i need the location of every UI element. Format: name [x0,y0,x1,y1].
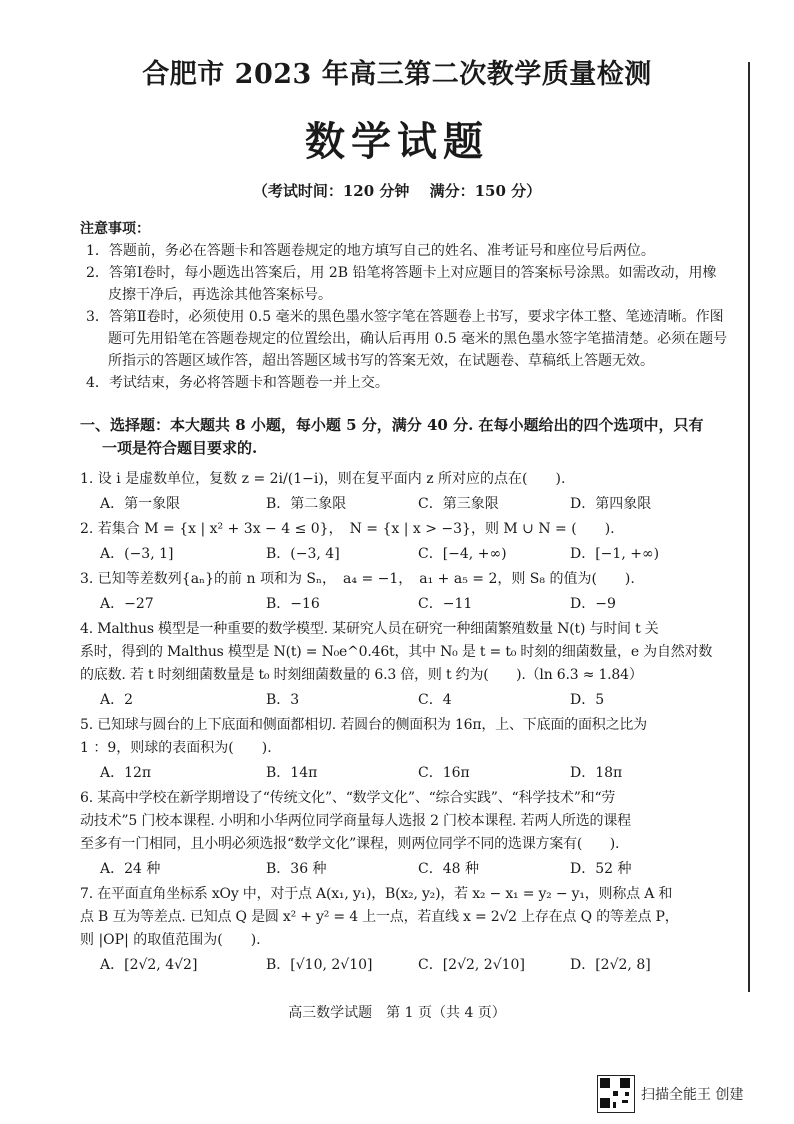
question-list [80,468,745,979]
option-b: B．−16 [266,596,320,612]
option-c: C．16π [418,765,470,781]
option-c: C．[−4, +∞) [418,546,507,562]
option-d: D．18π [570,765,623,781]
question-stem: 系时，得到的 Malthus 模型是 N(t) = N₀e^0.46t，其中 N₀ 是 t = t₀ 时刻的细菌数量，e 为自然对数 [80,644,713,660]
option-d: D．52 种 [570,861,632,877]
option-d: D．[2√2, 8] [570,957,651,973]
question-stem: 7. 在平面直角坐标系 xOy 中，对于点 A(x₁, y₁)，B(x₂, y₂)，若 x₂ − x₁ = y₂ − y₁，则称点 A 和 [80,886,673,902]
option-row [80,543,745,566]
option-row [80,858,745,881]
question-stem: 动技术”5 门校本课程. 小明和小华两位同学商量每人选报 2 门校本课程. 若两人所选的课程 [80,813,631,829]
question-stem: 至多有一门相同，且小明必须选报“数学文化”课程，则两位同学不同的选课方案有( ). [80,836,620,852]
option-b: B．3 [266,692,300,708]
question-4 [80,618,745,712]
section-heading [80,414,740,460]
option-row [80,593,745,616]
option-b: B．[√10, 2√10] [266,957,373,973]
section-heading-line: 一、选择题：本大题共 8 小题，每小题 5 分，满分 40 分. 在每小题给出的四个选项中，只有 [80,416,704,434]
option-b: B．(−3, 4] [266,546,340,562]
option-d: D．5 [570,692,605,708]
option-c: C．第三象限 [418,496,499,512]
option-a: A．第一象限 [100,496,181,512]
option-d: D．[−1, +∞) [570,546,660,562]
option-d: D．−9 [570,596,616,612]
question-stem: 5. 已知球与圆台的上下底面和侧面都相切. 若圆台的侧面积为 16π，上、下底面的面积之比为 [80,717,647,733]
option-c: C．[2√2, 2√10] [418,957,525,973]
notice-item: 4．考试结束，务必将答题卡和答题卷一并上交。 [86,375,389,391]
option-a: A．−27 [100,596,154,612]
question-stem: 则 |OP| 的取值范围为( ). [80,932,261,948]
question-2 [80,518,745,566]
option-row [80,762,745,785]
option-a: A．2 [100,692,134,708]
question-1 [80,468,745,516]
question-6 [80,787,745,881]
question-stem: 1 ：9，则球的表面积为( ). [80,740,272,756]
qr-code-icon [597,1075,635,1113]
option-d: D．第四象限 [570,496,652,512]
notice-block [80,218,730,394]
question-stem: 6. 某高中学校在新学期增设了“传统文化”、“数学文化”、“综合实践”、“科学技术”和“劳 [80,790,616,806]
page-edge-line [748,62,750,992]
question-7 [80,883,745,977]
option-c: C．4 [418,692,452,708]
question-stem: 1. 设 i 是虚数单位，复数 z = 2i/(1−i)，则在复平面内 z 所对应的点在( ). [80,471,566,487]
question-stem: 点 B 互为等差点. 已知点 Q 是圆 x² + y² = 4 上一点，若直线 x = 2√2 上存在点 Q 的等差点 P， [80,909,679,925]
question-stem: 4. Malthus 模型是一种重要的数学模型. 某研究人员在研究一种细菌繁殖数量 N(t) 与时间 t 关 [80,621,659,637]
subject-title: 数学试题 [305,118,489,165]
notice-item: 3．答第Ⅱ卷时，必须使用 0.5 毫米的黑色墨水签字笔在答题卷上书写，要求字体工整、笔迹清晰。作图题可先用铅笔在答题卷规定的位置绘出，确认后再用 0.5 毫米的黑色墨水签字笔描清楚。必须在题号所指示的答题区域作答，超出答题区域书写的答案无效，在试题卷、草稿纸上答题无效。 [86,309,728,369]
option-c: C．−11 [418,596,473,612]
notice-title: 注意事项： [80,221,150,237]
question-stem: 3. 已知等差数列{aₙ}的前 n 项和为 Sₙ， a₄ = −1， a₁ + a₅ = 2，则 S₈ 的值为( ). [80,571,635,587]
option-row [80,493,745,516]
page-footer: 高三数学试题 第 1 页（共 4 页） [288,1005,506,1021]
exam-info: （考试时间：120 分钟 满分：150 分） [252,182,542,200]
option-row [80,954,745,977]
exam-name: 合肥市 2023 年高三第二次教学质量检测 [142,59,652,90]
question-stem: 2. 若集合 M = {x | x² + 3x − 4 ≤ 0}， N = {x | x > −3}，则 M ∪ N = ( ). [80,521,615,537]
option-a: A．(−3, 1] [100,546,174,562]
option-b: B．14π [266,765,318,781]
option-a: A．[2√2, 4√2] [100,957,198,973]
question-3 [80,568,745,616]
scanner-watermark [597,1075,743,1113]
scanner-brand-text: 扫描全能王 创建 [641,1087,744,1103]
notice-item: 2．答第Ⅰ卷时，每小题选出答案后，用 2B 铅笔将答题卡上对应题目的答案标号涂黑。如需改动，用橡皮擦干净后，再选涂其他答案标号。 [86,265,717,303]
option-a: A．12π [100,765,152,781]
question-stem: 的底数. 若 t 时刻细菌数量是 t₀ 时刻细菌数量的 6.3 倍，则 t 约为( ).（ln 6.3 ≈ 1.84） [80,667,643,683]
notice-item: 1．答题前，务必在答题卡和答题卷规定的地方填写自己的姓名、准考证号和座位号后两位。 [86,243,655,259]
option-row [80,689,745,712]
option-b: B．第二象限 [266,496,347,512]
question-5 [80,714,745,785]
option-a: A．24 种 [100,861,161,877]
section-heading-line: 一项是符合题目要求的. [102,439,258,457]
option-c: C．48 种 [418,861,479,877]
option-b: B．36 种 [266,861,327,877]
